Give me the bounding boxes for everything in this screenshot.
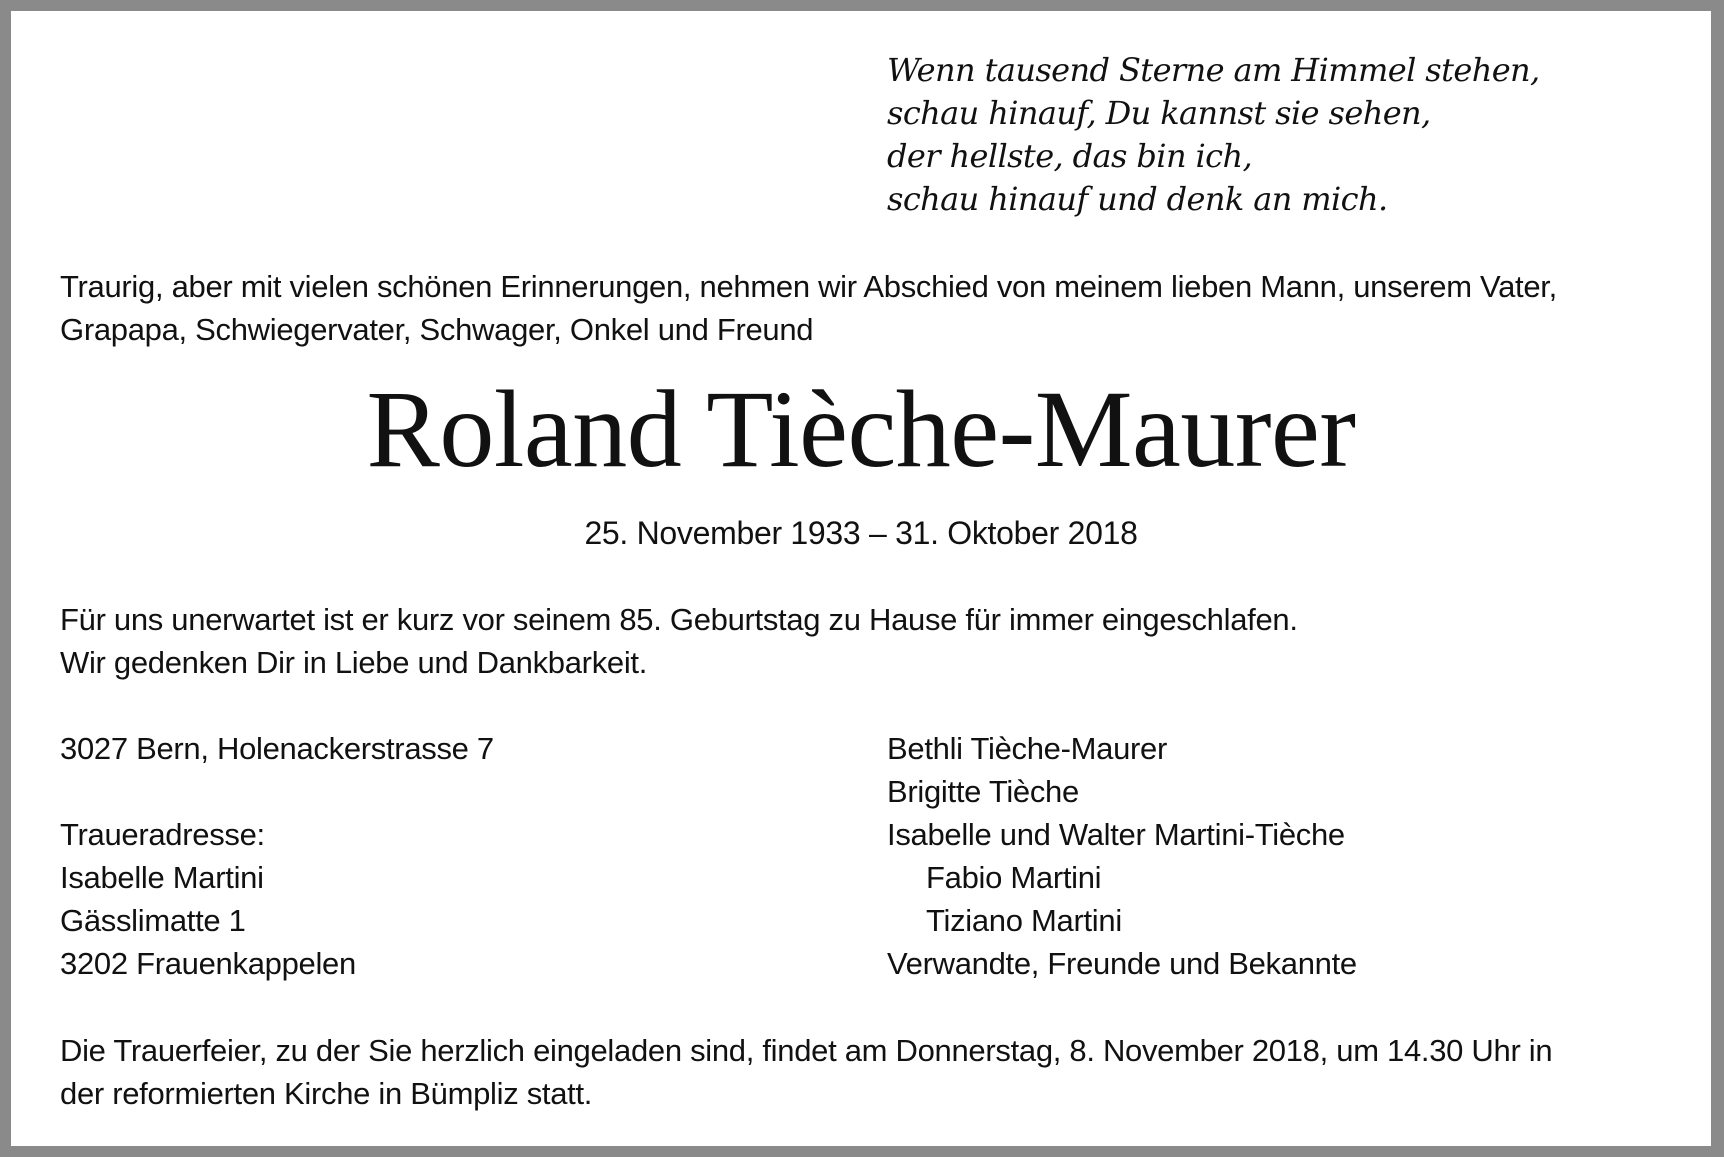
poem-line: der hellste, das bin ich,: [887, 137, 1253, 175]
mourning-address-label: Traueradresse:: [60, 817, 265, 852]
mourner-name: Fabio Martini: [926, 860, 1102, 895]
poem-line: schau hinauf und denk an mich.: [887, 180, 1388, 218]
mourning-address-name: Isabelle Martini: [60, 860, 264, 895]
intro-line: Traurig, aber mit vielen schönen Erinnerungen, nehmen wir Abschied von meinem lieben Mann, unserem Vater,: [60, 269, 1557, 304]
poem-line: schau hinauf, Du kannst sie sehen,: [887, 94, 1431, 132]
funeral-service-info: [60, 1029, 1700, 1115]
intro-line: Grapapa, Schwiegervater, Schwager, Onkel und Freund: [60, 312, 814, 347]
mourner-name: Isabelle und Walter Martini-Tièche: [887, 817, 1345, 852]
mourning-address-street: Gässlimatte 1: [60, 903, 246, 938]
message-line: Wir gedenken Dir in Liebe und Dankbarkeit.: [60, 645, 648, 680]
service-line: Die Trauerfeier, zu der Sie herzlich eingeladen sind, findet am Donnerstag, 8. November 2018, um 14.30 Uhr in: [60, 1033, 1553, 1068]
mourner-name: Verwandte, Freunde und Bekannte: [887, 946, 1357, 981]
memorial-poem: [887, 49, 1540, 221]
obituary-notice: [11, 11, 1711, 1146]
mourner-name: Tiziano Martini: [926, 903, 1122, 938]
service-line: der reformierten Kirche in Bümpliz statt.: [60, 1076, 593, 1111]
mourner-name: Bethli Tièche-Maurer: [887, 731, 1168, 766]
mourners-list: [887, 727, 1687, 985]
life-dates: 25. November 1933 – 31. Oktober 2018: [584, 515, 1138, 551]
address-block: [60, 727, 860, 985]
poem-line: Wenn tausend Sterne am Himmel stehen,: [887, 51, 1540, 89]
deceased-name: Roland Tièche-Maurer: [366, 368, 1356, 490]
intro-paragraph: [60, 265, 1700, 351]
mourning-address-city: 3202 Frauenkappelen: [60, 946, 356, 981]
mourner-name: Brigitte Tièche: [887, 774, 1079, 809]
message-line: Für uns unerwartet ist er kurz vor seinem 85. Geburtstag zu Hause für immer eingeschlafen.: [60, 602, 1298, 637]
farewell-message: [60, 598, 1700, 684]
home-address: 3027 Bern, Holenackerstrasse 7: [60, 731, 494, 766]
